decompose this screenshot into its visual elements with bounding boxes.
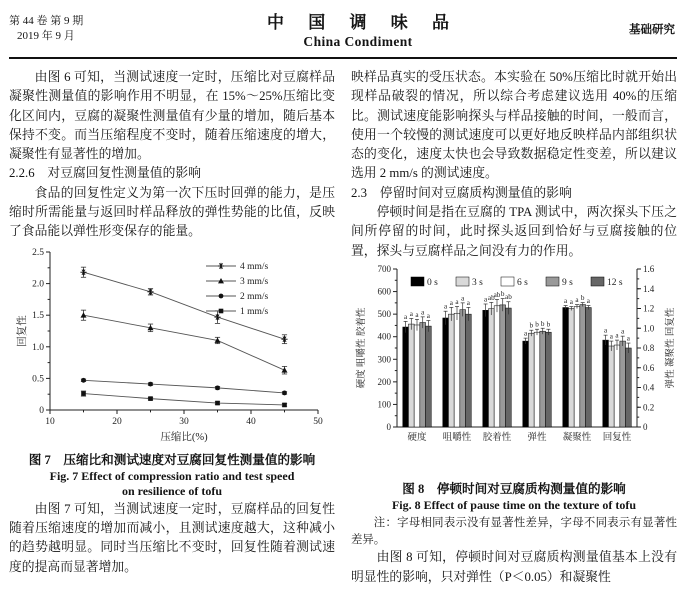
series-1mm/s: [81, 391, 287, 407]
svg-text:400: 400: [377, 331, 391, 342]
figure-7-caption-en-line1: Fig. 7 Effect of compression ratio and test speed: [49, 468, 295, 483]
svg-text:a: a: [421, 308, 425, 317]
svg-text:2.0: 2.0: [32, 279, 44, 290]
svg-text:咀嚼性: 咀嚼性: [442, 432, 472, 443]
bar-group-胶着性: [483, 290, 512, 427]
svg-text:0: 0: [39, 405, 44, 416]
column-tag: 基础研究: [629, 24, 675, 36]
svg-text:a: a: [586, 297, 591, 306]
bar-chart-fig8: [351, 263, 681, 478]
right-column: [351, 68, 677, 587]
figure-8-note: 注：字母相同表示没有显著性差异，字母不同表示有显著性差异。: [351, 517, 677, 546]
svg-text:a: a: [575, 296, 579, 305]
svg-text:a: a: [443, 302, 448, 311]
svg-text:a: a: [415, 310, 419, 319]
issue-info: [9, 14, 149, 44]
svg-text:1.5: 1.5: [32, 310, 44, 321]
figure-7: [9, 244, 335, 500]
svg-text:a: a: [523, 329, 528, 338]
left-axis-label: 硬度 咀嚼性 胶着性: [357, 307, 367, 389]
figure-7-caption: [9, 451, 335, 500]
legend: [411, 277, 623, 288]
svg-text:a: a: [626, 334, 631, 343]
bar-group-凝聚性: [563, 294, 592, 427]
left-column: [9, 68, 335, 587]
svg-text:a: a: [426, 311, 431, 320]
series-2mm/s: [81, 378, 287, 395]
svg-text:a: a: [563, 297, 568, 306]
axes: [397, 269, 637, 427]
svg-text:100: 100: [377, 399, 391, 410]
figure-7-caption-cn: 图 7 压缩比和测试速度对豆腐回复性测量值的影响: [28, 452, 316, 467]
svg-text:0.4: 0.4: [643, 382, 655, 393]
svg-text:a: a: [409, 309, 413, 318]
svg-text:6 s: 6 s: [517, 277, 528, 288]
section-heading-2-3: 2.3 停留时间对豆腐质构测量值的影响: [351, 185, 572, 200]
svg-text:b: b: [529, 321, 534, 330]
svg-text:a: a: [455, 297, 459, 306]
svg-text:胶着性: 胶着性: [482, 432, 512, 443]
svg-text:200: 200: [377, 376, 391, 387]
svg-text:a: a: [569, 297, 573, 306]
svg-text:0: 0: [386, 421, 391, 432]
svg-text:0 s: 0 s: [427, 277, 438, 288]
paragraph-fig6-discussion: 由图 6 可知，当测试速度一定时，压缩比对豆腐样品凝聚性测量值的影响作用不明显，在 15%～25%压缩比变化区间内，豆腐的凝聚性测量值有少量的增加，随后基本保持不变。而当压缩程度不变时，随着压缩速度的增大，凝聚性有显著性的增加。: [9, 70, 335, 162]
svg-text:a: a: [483, 295, 488, 304]
legend: [206, 262, 269, 317]
svg-text:b: b: [535, 320, 539, 329]
paragraph-fig7-discussion: 由图 7 可知，当测试速度一定时，豆腐样品的回复性随着压缩速度的增加而减小，且测试速度越大，这种减小的趋势越明显。同时当压缩比不变时，回复性随着测试速度的提高而显著增加。: [9, 501, 335, 574]
figure-8: [351, 263, 677, 514]
series-3mm/s: [81, 310, 288, 374]
svg-text:12 s: 12 s: [607, 277, 623, 288]
svg-text:1.6: 1.6: [643, 263, 655, 274]
paragraph-pause-time-definition: 停顿时间是指在豆腐的 TPA 测试中，两次探头下压之间所停留的时间，此时探头返回到恰好与豆腐接触的位置，探头与豆腐样品之间没有力的作用。: [351, 205, 677, 258]
x-axis-label: 压缩比(%): [160, 431, 208, 443]
svg-text:b: b: [580, 294, 585, 303]
bar-group-回复性: [603, 327, 632, 427]
svg-text:a: a: [466, 298, 471, 307]
svg-text:弹性: 弹性: [527, 432, 547, 443]
svg-text:a: a: [403, 312, 408, 321]
svg-text:1.2: 1.2: [643, 303, 655, 314]
svg-text:a: a: [609, 332, 613, 341]
svg-text:ab: ab: [487, 293, 495, 302]
svg-text:2.5: 2.5: [32, 247, 44, 258]
svg-text:ab: ab: [505, 293, 512, 302]
right-axis-label: 弹性 凝聚性 回复性: [666, 307, 676, 389]
svg-text:3 s: 3 s: [472, 277, 483, 288]
figure-8-caption: [351, 480, 677, 514]
svg-text:a: a: [603, 326, 608, 335]
article-body: [9, 68, 677, 587]
bar-group-咀嚼性: [443, 294, 472, 427]
bar-group-弹性: [523, 320, 552, 427]
figure-7-caption-en-line2: on resilience of tofu: [121, 484, 223, 499]
svg-text:b: b: [540, 319, 545, 328]
svg-text:a: a: [621, 327, 625, 336]
svg-text:ab: ab: [493, 290, 501, 299]
svg-text:50: 50: [313, 416, 323, 427]
svg-text:1.0: 1.0: [32, 342, 44, 353]
svg-text:700: 700: [377, 263, 391, 274]
svg-text:0: 0: [643, 421, 648, 432]
svg-text:3 mm/s: 3 mm/s: [240, 276, 269, 287]
svg-text:1 mm/s: 1 mm/s: [240, 306, 269, 317]
svg-text:硬度: 硬度: [407, 432, 427, 443]
page-header: [9, 6, 677, 59]
journal-title-block: [149, 8, 567, 50]
svg-text:凝聚性: 凝聚性: [562, 432, 592, 443]
svg-text:b: b: [546, 320, 551, 329]
line-chart-fig7: [14, 244, 330, 449]
svg-text:9 s: 9 s: [562, 277, 573, 288]
volume-issue: 第 44 卷 第 9 期: [9, 15, 84, 27]
svg-text:0.6: 0.6: [643, 362, 655, 373]
svg-text:1.0: 1.0: [643, 323, 655, 334]
svg-text:300: 300: [377, 354, 391, 365]
svg-text:2 mm/s: 2 mm/s: [240, 291, 269, 302]
journal-title-cn: 中 国 调 味 品: [267, 13, 459, 32]
issue-date: 2019 年 9 月: [17, 30, 75, 42]
section-heading-2-2-6: 2.2.6 对豆腐回复性测量值的影响: [9, 166, 201, 181]
svg-text:40: 40: [246, 416, 256, 427]
svg-text:30: 30: [179, 416, 189, 427]
svg-text:b: b: [500, 290, 505, 299]
svg-text:1.4: 1.4: [643, 283, 655, 294]
svg-text:a: a: [615, 331, 619, 340]
svg-text:a: a: [449, 298, 453, 307]
journal-title-en: China Condiment: [303, 34, 413, 49]
svg-text:20: 20: [112, 416, 122, 427]
y-axis-label: 回复性: [17, 314, 28, 347]
svg-text:600: 600: [377, 286, 391, 297]
figure-8-caption-en: Fig. 8 Effect of pause time on the texture of tofu: [391, 497, 637, 512]
svg-text:4 mm/s: 4 mm/s: [240, 261, 269, 272]
bar-group-硬度: [403, 308, 432, 427]
svg-text:0.2: 0.2: [643, 402, 655, 413]
paragraph-resilience-definition: 食品的回复性定义为第一次下压时回弹的能力，是压缩时所需能量与返回时样品释放的弹性势能的比值，反映了食品能以弹性形变保存的能量。: [9, 185, 335, 239]
svg-text:500: 500: [377, 309, 391, 320]
svg-text:a: a: [461, 294, 465, 303]
figure-8-caption-cn: 图 8 停顿时间对豆腐质构测量值的影响: [402, 481, 626, 496]
svg-text:0.8: 0.8: [643, 342, 655, 353]
svg-text:回复性: 回复性: [602, 432, 632, 443]
paragraph-compression-recommendation: 映样品真实的受压状态。本实验在 50%压缩比时就开始出现样品破裂的情况，所以综合考虑建议选用 40%的压缩比。测试速度能影响探头与样品接触的时间，一般而言，使用一个较慢的测试速度可以更好地反映样品内部组织状态的变化，速度太快也会导致数据稳定性变差，所以建议选用 2 mm/s 的测试速度。: [351, 70, 677, 181]
svg-text:10: 10: [45, 416, 55, 427]
paragraph-fig8-discussion: 由图 8 可知，停顿时间对豆腐质构测量值基本上没有明显性的影响，只对弹性（P＜0.05）和凝聚性: [351, 550, 677, 584]
svg-text:0.5: 0.5: [32, 374, 44, 385]
